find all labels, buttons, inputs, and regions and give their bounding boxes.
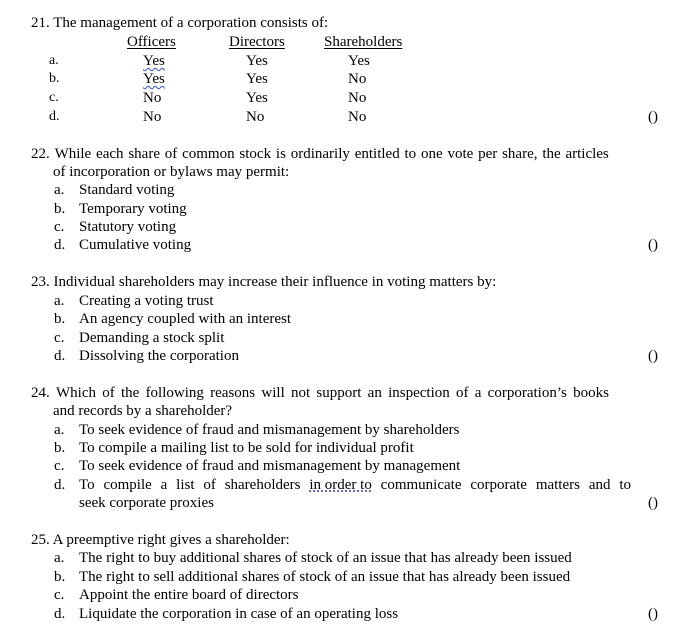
option-text: Statutory voting xyxy=(79,219,177,235)
row-letter: b. xyxy=(49,71,60,86)
stem-word: articles xyxy=(565,146,609,162)
option-letter: d. xyxy=(54,237,66,253)
cell-directors: Yes xyxy=(246,53,268,69)
option-word: matters xyxy=(535,477,580,493)
stem-word: stock xyxy=(239,146,272,162)
question-23-stem: 23. Individual shareholders may increase their influence in voting matters by: xyxy=(31,274,497,290)
cell-directors: Yes xyxy=(246,71,268,87)
question-22-option-a xyxy=(0,181,684,199)
option-letter: a. xyxy=(54,182,65,198)
option-text: Creating a voting trust xyxy=(79,293,214,309)
option-letter: b. xyxy=(54,201,66,217)
stem-word: corporation’s xyxy=(487,385,567,401)
question-23-option-b xyxy=(0,310,684,328)
stem-word: of xyxy=(456,385,469,401)
option-word: a xyxy=(160,477,168,493)
option-letter: d. xyxy=(54,477,66,493)
stem-word: will xyxy=(261,385,285,401)
cell-shareholders: No xyxy=(348,90,367,106)
question-22-option-c xyxy=(0,218,684,236)
option-letter: b. xyxy=(54,311,66,327)
question-24-option-d xyxy=(0,476,684,494)
answer-blank: () xyxy=(648,606,658,622)
question-22-option-b xyxy=(0,200,684,218)
option-word-grammar-flag: in order to xyxy=(309,477,372,493)
option-word: list xyxy=(176,477,195,493)
stem-word: a xyxy=(474,385,482,401)
option-word: communicate xyxy=(380,477,462,493)
option-letter: c. xyxy=(54,219,65,235)
option-letter: c. xyxy=(54,587,65,603)
question-23-option-c xyxy=(0,329,684,347)
question-23-option-d xyxy=(0,347,684,365)
option-text: The right to buy additional shares of stock of an issue that has already been issued xyxy=(79,550,572,566)
option-letter: c. xyxy=(54,330,65,346)
question-24-option-a xyxy=(0,421,684,439)
question-21-stem: 21. The management of a corporation consists of: xyxy=(31,15,329,31)
stem-word: entitled xyxy=(354,146,400,162)
option-word: To xyxy=(79,477,95,493)
stem-word: support xyxy=(316,385,362,401)
question-25-stem: 25. A preemptive right gives a shareholder: xyxy=(31,532,290,548)
option-text: Standard voting xyxy=(79,182,175,198)
stem-word: inspection xyxy=(388,385,450,401)
stem-word: the xyxy=(120,385,140,401)
stem-word: books xyxy=(573,385,609,401)
question-21-row xyxy=(0,52,684,70)
header-directors: Directors xyxy=(229,34,285,50)
option-text: An agency coupled with an interest xyxy=(79,311,292,327)
stem-word: per xyxy=(478,146,498,162)
stem-word: vote xyxy=(447,146,474,162)
stem-word: Which xyxy=(56,385,96,401)
stem-word: the xyxy=(542,146,561,162)
stem-word: 24. xyxy=(31,385,50,401)
question-24-stem-line-2: and records by a shareholder? xyxy=(53,403,233,419)
question-25-option-d xyxy=(0,605,684,623)
question-24-stem-line-1 xyxy=(31,384,609,402)
question-22-stem-line-2: of incorporation or bylaws may permit: xyxy=(53,164,290,180)
question-21-row xyxy=(0,89,684,107)
stem-word: each xyxy=(96,146,124,162)
cell-shareholders: Yes xyxy=(348,53,370,69)
stem-word: of xyxy=(164,146,178,162)
stem-word: of xyxy=(102,385,115,401)
option-word: to xyxy=(619,477,631,493)
option-text: To seek evidence of fraud and mismanagement by management xyxy=(79,458,461,474)
stem-word: share xyxy=(128,146,160,162)
question-21-table-header xyxy=(0,33,684,51)
cell-officers: Yes xyxy=(143,71,165,87)
header-shareholders: Shareholders xyxy=(324,34,403,50)
question-22-option-d xyxy=(0,236,684,254)
stem-word: not xyxy=(291,385,311,401)
question-23-option-a xyxy=(0,292,684,310)
option-letter: b. xyxy=(54,440,66,456)
option-text: To compile a mailing list to be sold for individual profit xyxy=(79,440,414,456)
option-letter: d. xyxy=(54,348,66,364)
cell-officers: Yes xyxy=(143,53,165,69)
option-word: compile xyxy=(103,477,152,493)
question-25-option-c xyxy=(0,586,684,604)
stem-word: While xyxy=(54,146,92,162)
cell-officers: No xyxy=(143,90,162,106)
cell-shareholders: No xyxy=(348,109,367,125)
option-letter: a. xyxy=(54,550,65,566)
answer-blank: () xyxy=(648,237,658,253)
option-text: Temporary voting xyxy=(79,201,187,217)
option-text-line-1 xyxy=(79,476,631,494)
option-letter: a. xyxy=(54,422,65,438)
question-21-row xyxy=(0,70,684,88)
answer-blank: () xyxy=(648,495,658,511)
stem-word: following xyxy=(145,385,204,401)
option-letter: d. xyxy=(54,606,66,622)
stem-word: ordinarily xyxy=(290,146,350,162)
cell-officers: No xyxy=(143,109,162,125)
option-word: shareholders xyxy=(224,477,301,493)
cell-directors: No xyxy=(246,109,265,125)
question-24-option-d-cont xyxy=(0,494,684,512)
question-24-option-c xyxy=(0,457,684,475)
question-21-row xyxy=(0,108,684,126)
row-letter: c. xyxy=(49,90,59,105)
option-text: Appoint the entire board of directors xyxy=(79,587,299,603)
header-officers: Officers xyxy=(127,34,176,50)
answer-blank: () xyxy=(648,348,658,364)
option-letter: c. xyxy=(54,458,65,474)
answer-blank: () xyxy=(648,109,658,125)
option-word: and xyxy=(588,477,611,493)
row-letter: a. xyxy=(49,53,59,68)
stem-word: 22. xyxy=(31,146,50,162)
cell-directors: Yes xyxy=(246,90,268,106)
option-letter: a. xyxy=(54,293,65,309)
question-22-stem-line-1 xyxy=(31,145,609,163)
option-text: Demanding a stock split xyxy=(79,330,225,346)
option-text: The right to sell additional shares of stock of an issue that has already been issued xyxy=(79,569,571,585)
option-text: Cumulative voting xyxy=(79,237,192,253)
stem-word: share, xyxy=(502,146,538,162)
option-letter: b. xyxy=(54,569,66,585)
row-letter: d. xyxy=(49,109,60,124)
option-text: Dissolving the corporation xyxy=(79,348,239,364)
question-25-option-b xyxy=(0,568,684,586)
stem-word: an xyxy=(367,385,382,401)
option-text-line-2: seek corporate proxies xyxy=(79,495,214,511)
stem-word: common xyxy=(182,146,235,162)
cell-shareholders: No xyxy=(348,71,367,87)
stem-word: one xyxy=(421,146,443,162)
question-24-option-b xyxy=(0,439,684,457)
stem-word: is xyxy=(275,146,286,162)
stem-word: reasons xyxy=(210,385,256,401)
question-25-option-a xyxy=(0,549,684,567)
option-word: corporate xyxy=(470,477,527,493)
stem-word: to xyxy=(404,146,417,162)
option-text: Liquidate the corporation in case of an operating loss xyxy=(79,606,399,622)
option-text: To seek evidence of fraud and mismanagement by shareholders xyxy=(79,422,460,438)
option-word: of xyxy=(203,477,216,493)
